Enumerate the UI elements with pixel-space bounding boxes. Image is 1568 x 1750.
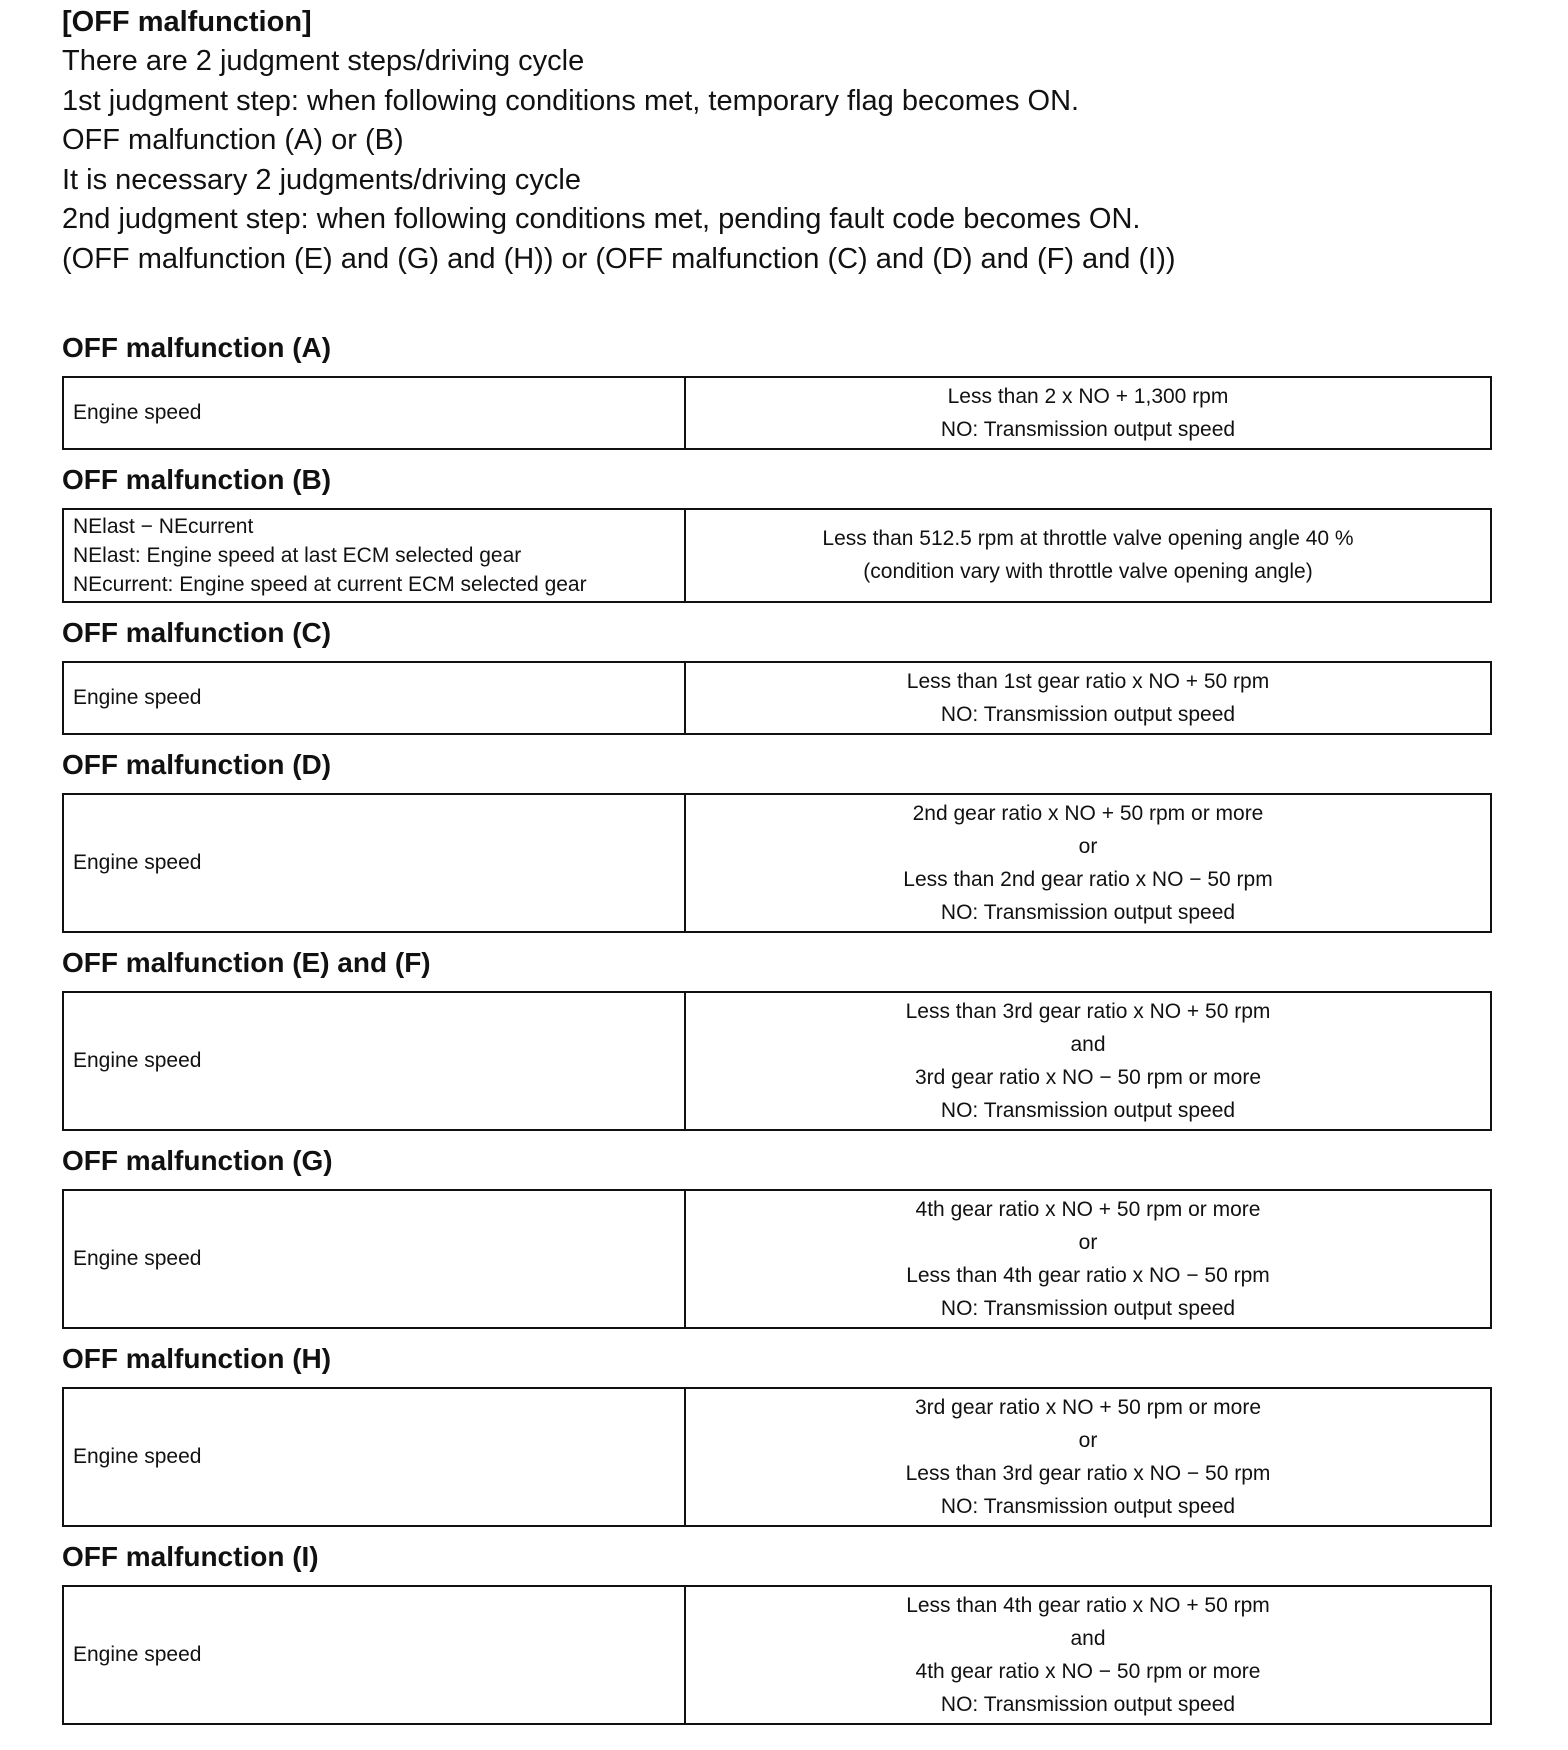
section-heading: OFF malfunction (D) — [62, 748, 332, 780]
section-heading: OFF malfunction (A) — [62, 331, 332, 363]
condition-item-cell — [63, 1388, 685, 1526]
intro-line: It is necessary 2 judgments/driving cycle — [62, 163, 581, 196]
condition-value-cell — [685, 794, 1491, 932]
condition-item-text: NElast: Engine speed at last ECM selected gear — [73, 543, 522, 567]
section-heading: OFF malfunction (G) — [62, 1144, 333, 1176]
condition-value-text: or — [1078, 834, 1098, 858]
intro-line: There are 2 judgment steps/driving cycle — [62, 45, 585, 77]
section-h — [62, 1331, 1492, 1527]
condition-value-text: NO: Transmission output speed — [940, 702, 1236, 726]
condition-item-cell — [63, 794, 685, 932]
condition-item-text: Engine speed — [73, 401, 202, 425]
section-heading: OFF malfunction (C) — [62, 616, 332, 648]
condition-value-cell — [685, 662, 1491, 734]
section-heading: OFF malfunction (I) — [62, 1540, 319, 1572]
condition-value-cell — [685, 1388, 1491, 1526]
section-i — [62, 1529, 1492, 1725]
condition-value-text: Less than 1st gear ratio x NO + 50 rpm — [906, 669, 1270, 693]
section-b — [62, 452, 1492, 603]
condition-value-text: NO: Transmission output speed — [940, 417, 1236, 441]
condition-item-text: Engine speed — [73, 1445, 202, 1469]
condition-table — [62, 793, 1492, 933]
condition-item-text: Engine speed — [73, 851, 202, 875]
section-heading: OFF malfunction (B) — [62, 463, 332, 495]
condition-value-text: Less than 4th gear ratio x NO + 50 rpm — [906, 1593, 1270, 1617]
condition-value-cell — [685, 992, 1491, 1130]
condition-table — [62, 661, 1492, 735]
condition-item-cell — [63, 992, 685, 1130]
condition-value-cell — [685, 509, 1491, 602]
condition-value-text: or — [1078, 1230, 1098, 1254]
condition-value-text: NO: Transmission output speed — [940, 1494, 1236, 1518]
condition-item-text: NElast − NEcurrent — [73, 514, 254, 538]
section-heading: OFF malfunction (E) and (F) — [62, 946, 431, 978]
condition-value-cell — [685, 1586, 1491, 1724]
condition-table — [62, 991, 1492, 1131]
table-row — [63, 1586, 1491, 1724]
condition-value-text: NO: Transmission output speed — [940, 900, 1236, 924]
condition-value-text: 3rd gear ratio x NO + 50 rpm or more — [914, 1395, 1262, 1419]
intro-line: 2nd judgment step: when following conditions met, pending fault code becomes ON. — [62, 203, 1141, 236]
condition-item-cell — [63, 377, 685, 449]
condition-value-text: (condition vary with throttle valve opening angle) — [863, 560, 1313, 584]
condition-value-text: 4th gear ratio x NO + 50 rpm or more — [915, 1197, 1261, 1221]
condition-value-text: 2nd gear ratio x NO + 50 rpm or more — [912, 801, 1264, 825]
section-a — [62, 320, 1492, 450]
section-g — [62, 1133, 1492, 1329]
condition-value-text: Less than 512.5 rpm at throttle valve opening angle 40 % — [822, 527, 1354, 551]
condition-table — [62, 1189, 1492, 1329]
condition-value-text: Less than 3rd gear ratio x NO + 50 rpm — [905, 999, 1271, 1023]
condition-value-text: and — [1070, 1626, 1106, 1650]
condition-value-text: Less than 4th gear ratio x NO − 50 rpm — [906, 1263, 1270, 1287]
table-row — [63, 1190, 1491, 1328]
condition-item-cell — [63, 1586, 685, 1724]
condition-item-text: Engine speed — [73, 1049, 202, 1073]
section-e-and-f — [62, 935, 1492, 1131]
condition-value-text: Less than 2nd gear ratio x NO − 50 rpm — [903, 867, 1273, 891]
table-row — [63, 377, 1491, 449]
condition-table — [62, 1387, 1492, 1527]
intro-line: (OFF malfunction (E) and (G) and (H)) or (OFF malfunction (C) and (D) and (F) and (I)) — [62, 242, 1176, 275]
condition-value-cell — [685, 1190, 1491, 1328]
condition-value-text: 3rd gear ratio x NO − 50 rpm or more — [914, 1065, 1262, 1089]
document-page — [62, 0, 1492, 1727]
condition-value-cell — [685, 377, 1491, 449]
section-c — [62, 605, 1492, 735]
condition-value-text: or — [1078, 1428, 1098, 1452]
condition-item-text: Engine speed — [73, 1247, 202, 1271]
intro-block — [62, 42, 1492, 280]
condition-value-text: NO: Transmission output speed — [940, 1098, 1236, 1122]
condition-item-cell — [63, 1190, 685, 1328]
table-row — [63, 1388, 1491, 1526]
page-title: [OFF malfunction] — [62, 6, 312, 38]
section-heading: OFF malfunction (H) — [62, 1342, 332, 1374]
condition-item-cell — [63, 509, 685, 602]
condition-item-text: Engine speed — [73, 686, 202, 710]
condition-table — [62, 1585, 1492, 1725]
condition-value-text: Less than 2 x NO + 1,300 rpm — [947, 384, 1229, 408]
condition-value-text: 4th gear ratio x NO − 50 rpm or more — [915, 1659, 1261, 1683]
section-d — [62, 737, 1492, 933]
intro-line: OFF malfunction (A) or (B) — [62, 124, 404, 157]
condition-value-text: NO: Transmission output speed — [940, 1296, 1236, 1320]
condition-table — [62, 508, 1492, 603]
condition-item-text: NEcurrent: Engine speed at current ECM selected gear — [73, 572, 587, 596]
table-row — [63, 794, 1491, 932]
condition-table — [62, 376, 1492, 450]
table-row — [63, 509, 1491, 602]
intro-line: 1st judgment step: when following conditions met, temporary flag becomes ON. — [62, 84, 1080, 117]
condition-value-text: and — [1070, 1032, 1106, 1056]
table-row — [63, 992, 1491, 1130]
condition-item-cell — [63, 662, 685, 734]
condition-value-text: NO: Transmission output speed — [940, 1692, 1236, 1716]
condition-item-text: Engine speed — [73, 1643, 202, 1667]
table-row — [63, 662, 1491, 734]
condition-value-text: Less than 3rd gear ratio x NO − 50 rpm — [905, 1461, 1271, 1485]
